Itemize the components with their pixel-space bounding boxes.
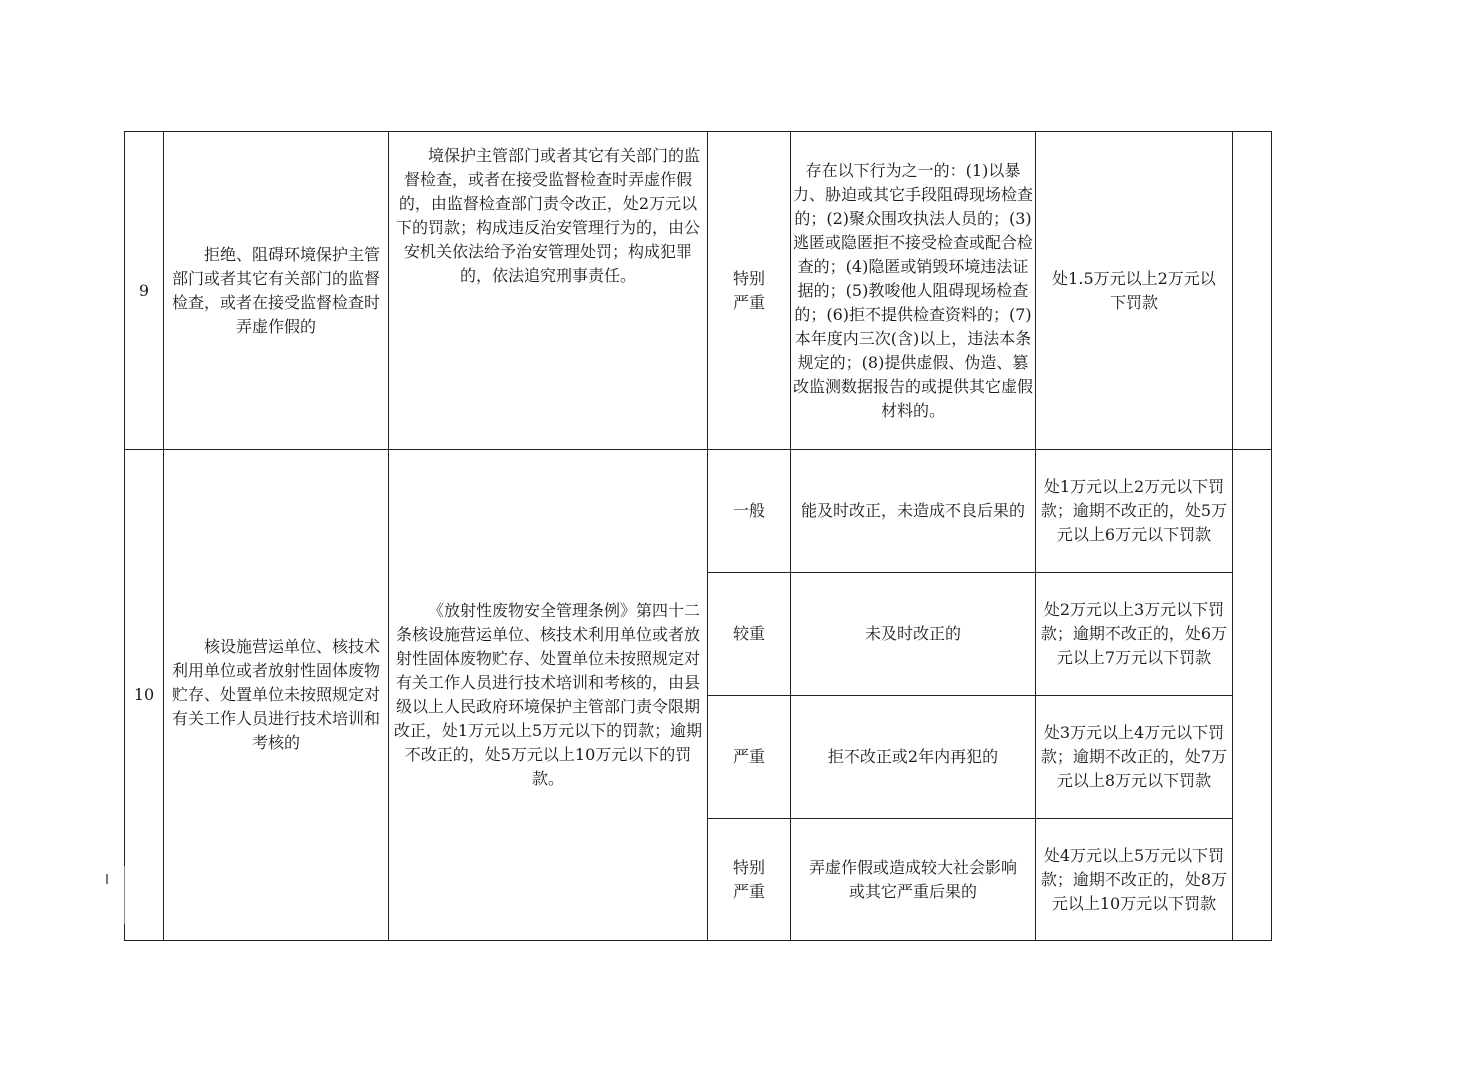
severity-text: 特别严重 (732, 268, 765, 312)
offense-description (164, 132, 389, 450)
circumstance-text: 拒不改正或2年内再犯的 (827, 747, 999, 766)
circumstance-text: 存在以下行为之一的：(1)以暴力、胁迫或其它手段阻碍现场检查的；(2)聚众围攻执法人员的；(3)逃匿或隐匿拒不接受检查或配合检查的；(4)隐匿或销毁环境违法证据的；(5)教唆他人阻碍现场检查的；(6)拒不提供检查资料的；(7)本年度内三次(含)以上，违法本条规定的；(8)提供虚假、伪造、篡改监测数据报告的或提供其它虚假材料的。 (793, 160, 1034, 420)
remarks-cell (1233, 450, 1272, 941)
remarks-cell (1233, 132, 1272, 450)
circumstance (791, 696, 1036, 819)
circumstance-text: 未及时改正的 (864, 624, 961, 643)
circumstance (791, 819, 1036, 941)
circumstance (791, 450, 1036, 573)
severity-text: 特别严重 (732, 857, 765, 901)
severity-level (708, 132, 791, 450)
legal-basis (389, 132, 708, 450)
penalty-table (124, 131, 1272, 941)
row-number: 9 (125, 132, 164, 450)
penalty-text: 处3万元以上4万元以下罚款；逾期不改正的，处7万元以上8万元以下罚款 (1040, 723, 1228, 790)
offense-text: 拒绝、阻碍环境保护主管部门或者其它有关部门的监督检查，或者在接受监督检查时弄虚作假的 (171, 244, 380, 336)
penalty-text: 处1.5万元以上2万元以下罚款 (1052, 268, 1216, 312)
circumstance-text: 能及时改正，未造成不良后果的 (800, 501, 1025, 520)
legal-basis (389, 450, 708, 941)
severity-level: 严重 (708, 696, 791, 819)
penalty-standard (1036, 450, 1233, 573)
severity-level: 较重 (708, 573, 791, 696)
offense-text: 核设施营运单位、核技术利用单位或者放射性固体废物贮存、处置单位未按照规定对有关工作人员进行技术培训和考核的 (171, 637, 380, 752)
penalty-text: 处2万元以上3万元以下罚款；逾期不改正的，处6万元以上7万元以下罚款 (1040, 600, 1228, 667)
penalty-text: 处4万元以上5万元以下罚款；逾期不改正的，处8万元以上10万元以下罚款 (1040, 845, 1228, 913)
legal-basis-text: 境保护主管部门或者其它有关部门的监督检查，或者在接受监督检查时弄虚作假的，由监督检查部门责令改正，处2万元以下的罚款；构成违反治安管理行为的，由公安机关依法给予治安管理处罚；构成犯罪的，依法追究刑事责任。 (395, 146, 700, 285)
severity-level: 一般 (708, 450, 791, 573)
legal-basis-text: 《放射性废物安全管理条例》第四十二条核设施营运单位、核技术利用单位或者放射性固体废物贮存、处置单位未按照规定对有关工作人员进行技术培训和考核的，由县级以上人民政府环境保护主管部门责令限期改正，处1万元以上5万元以下的罚款；逾期不改正的，处5万元以上10万元以下的罚款。 (393, 601, 703, 788)
circumstance (791, 132, 1036, 450)
table-row-10-general (125, 450, 1272, 573)
circumstance (791, 573, 1036, 696)
penalty-standard (1036, 573, 1233, 696)
penalty-text: 处1万元以上2万元以下罚款；逾期不改正的，处5万元以上6万元以下罚款 (1040, 477, 1228, 544)
circumstance-text: 弄虚作假或造成较大社会影响或其它严重后果的 (808, 857, 1017, 901)
penalty-standard (1036, 819, 1233, 941)
scan-artifact-line (124, 866, 125, 924)
scan-artifact-dot (106, 874, 108, 884)
severity-level (708, 819, 791, 941)
offense-description (164, 450, 389, 941)
penalty-standard (1036, 132, 1233, 450)
penalty-standard (1036, 696, 1233, 819)
table-row-9 (125, 132, 1272, 450)
row-number: 10 (125, 450, 164, 941)
